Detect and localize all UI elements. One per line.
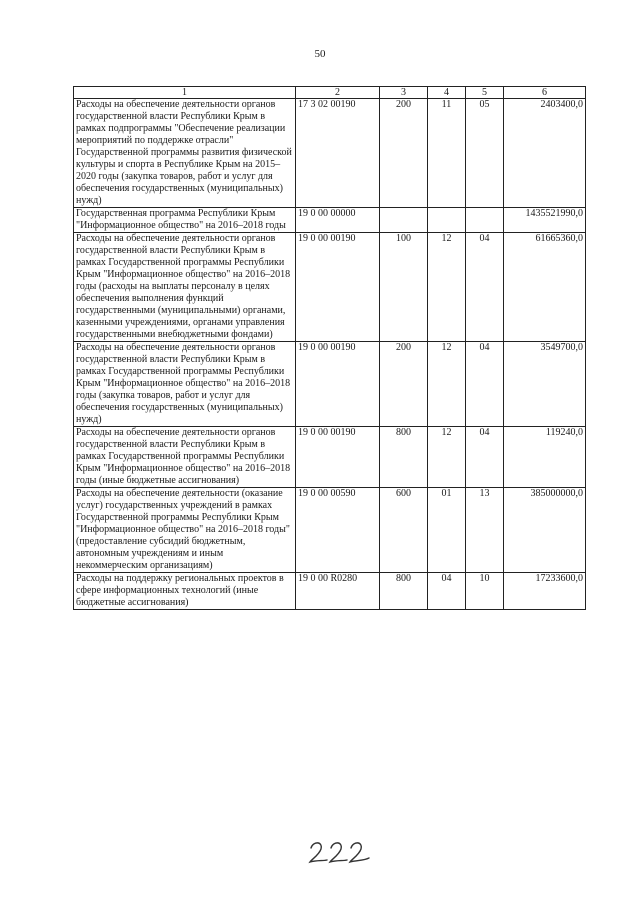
row-code: 19 0 00 00000 <box>296 208 380 233</box>
row-rz: 12 <box>428 342 466 427</box>
row-pr: 13 <box>466 488 504 573</box>
row-code: 17 3 02 00190 <box>296 99 380 208</box>
row-pr: 04 <box>466 427 504 488</box>
row-vr: 100 <box>380 233 428 342</box>
row-sum: 385000000,0 <box>504 488 586 573</box>
row-vr <box>380 208 428 233</box>
row-code: 19 0 00 R0280 <box>296 573 380 610</box>
row-name: Расходы на обеспечение деятельности органов государственной власти Республики Крым в рамках Государственной программы Республики Крым "Информационное общество" на 2016–2018 годы (расходы на выплаты персоналу в целях обеспечения выполнения функций государственными (муниципальными) органами, казенными учреждениями, органами управления государственными внебюджетными фондами) <box>74 233 296 342</box>
row-pr: 04 <box>466 342 504 427</box>
column-header: 6 <box>504 87 586 99</box>
row-sum: 17233600,0 <box>504 573 586 610</box>
column-header: 3 <box>380 87 428 99</box>
table-row <box>74 342 586 427</box>
row-rz: 11 <box>428 99 466 208</box>
column-header: 5 <box>466 87 504 99</box>
row-name: Расходы на обеспечение деятельности органов государственной власти Республики Крым в рамках подпрограммы "Обеспечение реализации мероприятий по поддержке отрасли" Государственной программы развития физической культуры и спорта в Республике Крым на 2015–2020 годы (закупка товаров, работ и услуг для обеспечения государственных (муниципальных) нужд) <box>74 99 296 208</box>
table-row <box>74 488 586 573</box>
budget-table <box>73 86 586 610</box>
row-name: Государственная программа Республики Крым "Информационное общество" на 2016–2018 годы <box>74 208 296 233</box>
row-name: Расходы на обеспечение деятельности органов государственной власти Республики Крым в рамках Государственной программы Республики Крым "Информационное общество" на 2016–2018 годы (иные бюджетные ассигнования) <box>74 427 296 488</box>
handwritten-page-number <box>305 836 375 866</box>
row-sum: 119240,0 <box>504 427 586 488</box>
row-rz: 12 <box>428 427 466 488</box>
table-row <box>74 99 586 208</box>
row-code: 19 0 00 00190 <box>296 427 380 488</box>
row-name: Расходы на поддержку региональных проектов в сфере информационных технологий (иные бюджетные ассигнования) <box>74 573 296 610</box>
row-code: 19 0 00 00190 <box>296 342 380 427</box>
table-row <box>74 573 586 610</box>
row-rz: 04 <box>428 573 466 610</box>
row-vr: 200 <box>380 342 428 427</box>
row-sum: 2403400,0 <box>504 99 586 208</box>
row-code: 19 0 00 00190 <box>296 233 380 342</box>
row-pr: 05 <box>466 99 504 208</box>
row-rz <box>428 208 466 233</box>
row-sum: 61665360,0 <box>504 233 586 342</box>
row-rz: 12 <box>428 233 466 342</box>
column-header: 2 <box>296 87 380 99</box>
table-row <box>74 233 586 342</box>
row-vr: 200 <box>380 99 428 208</box>
row-sum: 1435521990,0 <box>504 208 586 233</box>
row-vr: 800 <box>380 427 428 488</box>
row-pr <box>466 208 504 233</box>
table-row <box>74 427 586 488</box>
row-pr: 04 <box>466 233 504 342</box>
row-sum: 3549700,0 <box>504 342 586 427</box>
row-rz: 01 <box>428 488 466 573</box>
table-row <box>74 208 586 233</box>
row-name: Расходы на обеспечение деятельности органов государственной власти Республики Крым в рамках Государственной программы Республики Крым "Информационное общество" на 2016–2018 годы (закупка товаров, работ и услуг для обеспечения государственных (муниципальных) нужд) <box>74 342 296 427</box>
row-vr: 600 <box>380 488 428 573</box>
header-row <box>74 87 586 99</box>
column-header: 4 <box>428 87 466 99</box>
row-code: 19 0 00 00590 <box>296 488 380 573</box>
row-vr: 800 <box>380 573 428 610</box>
page-number: 50 <box>314 48 326 60</box>
row-name: Расходы на обеспечение деятельности (оказание услуг) государственных учреждений в рамках Государственной программы Республики Крым "Информационное общество" на 2016–2018 годы" (предоставление субсидий бюджетным, автономным учреждениям и иным некоммерческим организациям) <box>74 488 296 573</box>
column-header: 1 <box>74 87 296 99</box>
row-pr: 10 <box>466 573 504 610</box>
